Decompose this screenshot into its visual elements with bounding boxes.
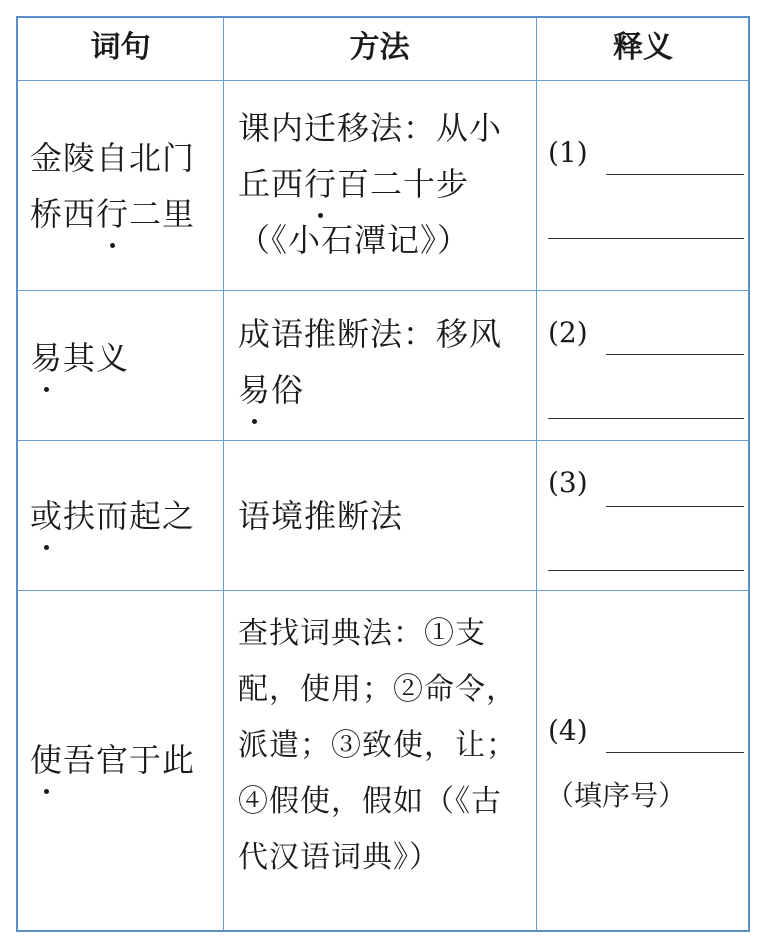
phrase-line: 金陵自北门 (30, 139, 196, 177)
method-line: 派遣；③致使，让； (238, 728, 517, 763)
phrase-line: 桥西行二里 (30, 186, 220, 242)
method-line: ④假使，假如（《古 (238, 784, 502, 819)
method-line: 丘西行百二十步 (238, 156, 534, 212)
method-line: 代汉语词典》） (238, 840, 440, 875)
method-line: 查找词典法：①支 (238, 616, 486, 651)
dotted-char: 行 (304, 156, 337, 212)
header-meaning: 释义 (613, 30, 673, 65)
answer-label-3: (3) (548, 466, 588, 499)
phrase-line: 或扶而起之 (30, 488, 220, 544)
method-line: 易俗 (238, 362, 534, 418)
answer-blank-3b[interactable] (548, 570, 744, 571)
answer-blank-3a[interactable] (606, 506, 744, 507)
vocabulary-table (16, 16, 750, 932)
answer-label-2: (2) (548, 316, 588, 349)
dotted-char: 使 (30, 732, 63, 788)
header-method: 方法 (349, 30, 410, 65)
phrase-cell-4 (30, 732, 220, 788)
dotted-char: 或 (30, 488, 63, 544)
answer-label-4: (4) (548, 714, 588, 747)
row-divider (18, 80, 748, 81)
phrase-cell-2 (30, 330, 220, 386)
method-line: （《小石潭记》） (238, 221, 471, 259)
answer-note-4: （填序号） (546, 779, 687, 812)
method-cell-2 (238, 306, 534, 418)
method-cell-4 (238, 606, 538, 886)
method-cell-3 (238, 488, 534, 544)
answer-blank-1a[interactable] (606, 174, 744, 175)
answer-blank-4[interactable] (606, 752, 744, 753)
phrase-cell-1 (30, 130, 220, 242)
method-line: 语境推断法 (238, 497, 404, 535)
answer-blank-2b[interactable] (548, 418, 744, 419)
row-divider (18, 590, 748, 591)
method-line: 成语推断法：移风 (238, 315, 503, 353)
answer-label-1: (1) (548, 136, 588, 169)
phrase-line: 易其义 (30, 330, 220, 386)
dotted-char: 行 (96, 186, 129, 242)
column-divider (223, 18, 224, 930)
method-line: 课内迁移法：从小 (238, 109, 503, 147)
phrase-cell-3 (30, 488, 220, 544)
row-divider (18, 440, 748, 441)
answer-blank-2a[interactable] (606, 354, 744, 355)
row-divider (18, 290, 748, 291)
phrase-line: 使吾官于此 (30, 732, 220, 788)
answer-blank-1b[interactable] (548, 238, 744, 239)
method-line: 配，使用；②命令， (238, 672, 517, 707)
dotted-char: 易 (30, 330, 63, 386)
header-phrase: 词句 (90, 30, 151, 65)
method-cell-1 (238, 100, 534, 268)
dotted-char: 易 (238, 362, 271, 418)
